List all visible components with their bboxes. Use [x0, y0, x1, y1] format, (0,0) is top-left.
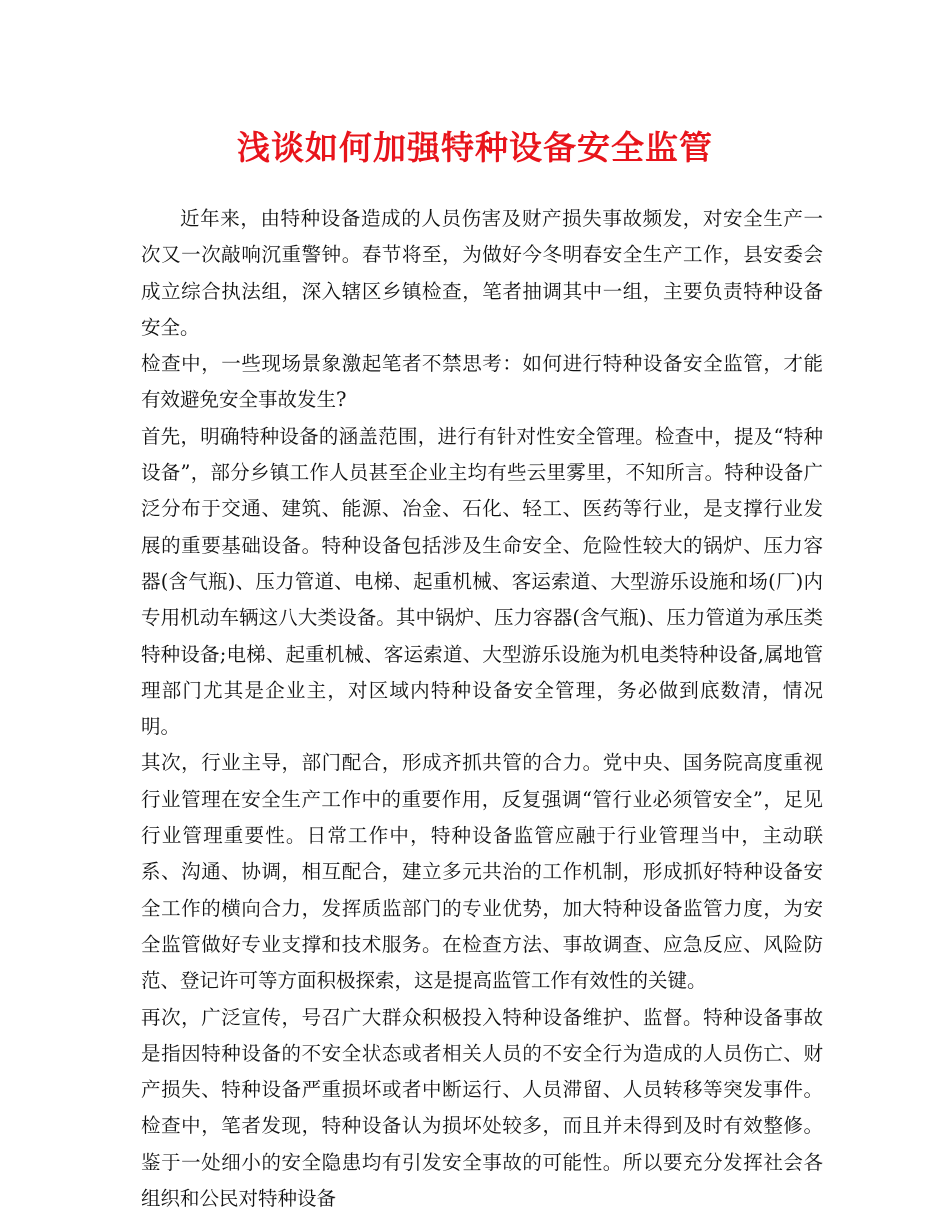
- document-body: [141, 201, 823, 1217]
- paragraph-third: 再次，广泛宣传，号召广大群众积极投入特种设备维护、监督。特种设备事故是指因特种设备的不安全状态或者相关人员的不安全行为造成的人员伤亡、财产损失、特种设备严重损坏或者中断运行、人员滞留、人员转移等突发事件。检查中，笔者发现，特种设备认为损坏处较多，而且并未得到及时有效整修。鉴于一处细小的安全隐患均有引发安全事故的可能性。所以要充分发挥社会各组织和公民对特种设备: [141, 1005, 823, 1211]
- document-title: 浅谈如何加强特种设备安全监管: [237, 128, 713, 167]
- paragraph-second: 其次，行业主导，部门配合，形成齐抓共管的合力。党中央、国务院高度重视行业管理在安全生产工作中的重要作用，反复强调“管行业必须管安全”，足见行业管理重要性。日常工作中，特种设备监管应融于行业管理当中，主动联系、沟通、协调，相互配合，建立多元共治的工作机制，形成抓好特种设备安全工作的横向合力，发挥质监部门的专业优势，加大特种设备监管力度，为安全监管做好专业支撑和技术服务。在检查方法、事故调查、应急反应、风险防范、登记许可等方面积极探索，这是提高监管工作有效性的关键。: [141, 751, 823, 993]
- paragraph-first: 首先，明确特种设备的涵盖范围，进行有针对性安全管理。检查中，提及“特种设备”，部分乡镇工作人员甚至企业主均有些云里雾里，不知所言。特种设备广泛分布于交通、建筑、能源、冶金、石化、轻工、医药等行业，是支撑行业发展的重要基础设备。特种设备包括涉及生命安全、危险性较大的锅炉、压力容器(含气瓶)、压力管道、电梯、起重机械、客运索道、大型游乐设施和场(厂)内专用机动车辆这八大类设备。其中锅炉、压力容器(含气瓶)、压力管道为承压类特种设备;电梯、起重机械、客运索道、大型游乐设施为机电类特种设备,属地管理部门尤其是企业主，对区域内特种设备安全管理，务必做到底数清，情况明。: [141, 424, 823, 739]
- paragraph-question: 检查中，一些现场景象激起笔者不禁思考：如何进行特种设备安全监管，才能有效避免安全事故发生?: [141, 352, 823, 412]
- paragraph-intro: 近年来，由特种设备造成的人员伤害及财产损失事故频发，对安全生产一次又一次敲响沉重警钟。春节将至，为做好今冬明春安全生产工作，县安委会成立综合执法组，深入辖区乡镇检查，笔者抽调其中一组，主要负责特种设备安全。: [141, 207, 823, 339]
